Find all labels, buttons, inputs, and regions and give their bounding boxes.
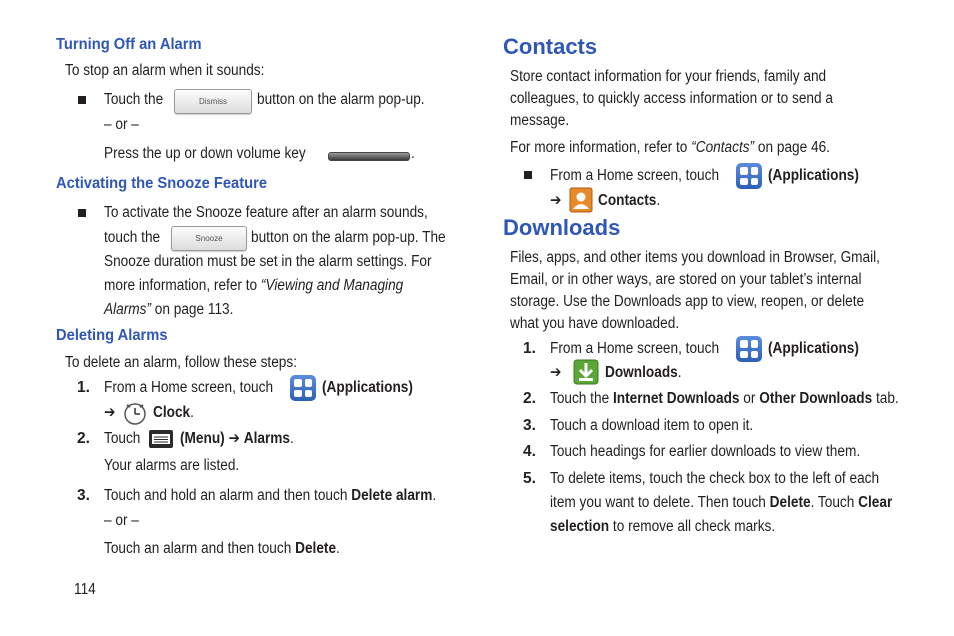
heading-snooze-feature: Activating the Snooze Feature	[56, 175, 268, 192]
downloads-applications: (Applications)	[768, 340, 859, 357]
alt-delete: Delete	[295, 540, 337, 557]
step2-menu-line	[180, 429, 294, 449]
clock-icon	[122, 400, 148, 426]
period: .	[289, 430, 294, 447]
contacts-p-line-2: colleagues, to quickly access information or to send a	[510, 90, 833, 107]
snooze-line-4	[104, 276, 403, 296]
downloads-p-line-1: Files, apps, and other items you download in Browser, Gmail,	[510, 249, 880, 266]
bullet-square	[78, 96, 86, 104]
s2-other-downloads: Other Downloads	[759, 390, 873, 407]
step-number: 1.	[77, 379, 90, 396]
downloads-p-line-4: what you have downloaded.	[510, 315, 680, 332]
heading-turning-off-alarm: Turning Off an Alarm	[56, 36, 202, 53]
press-volume-text: Press the up or down volume key	[104, 145, 306, 162]
period: .	[336, 540, 340, 557]
downloads-step3-text: Touch a download item to open it.	[550, 417, 754, 434]
dismiss-text-post: button on the alarm pop-up.	[257, 91, 425, 108]
step3-text	[104, 486, 436, 506]
s5-mid: . Touch	[810, 494, 855, 511]
s2-or: or	[743, 390, 756, 407]
or-separator: – or –	[104, 512, 139, 529]
dismiss-button[interactable]	[174, 89, 252, 114]
heading-deleting-alarms: Deleting Alarms	[56, 327, 168, 344]
s5-selection: selection	[550, 518, 610, 535]
downloads-target-line	[605, 363, 682, 383]
applications-icon	[736, 163, 762, 189]
s5-clear: Clear	[858, 494, 893, 511]
snooze-ref-pre: more information, refer to	[104, 277, 258, 294]
step-number: 1.	[523, 340, 536, 357]
s2-post: tab.	[875, 390, 899, 407]
snooze-line-1: To activate the Snooze feature after an alarm sounds,	[104, 204, 428, 221]
step-number: 2.	[77, 430, 90, 447]
applications-icon	[736, 336, 762, 362]
downloads-step5-line-1: To delete items, touch the check box to the left of each	[550, 470, 880, 487]
step-number: 2.	[523, 390, 536, 407]
applications-icon	[290, 375, 316, 401]
contacts-p-line-1: Store contact information for your friends, family and	[510, 68, 827, 85]
snooze-line-2-pre: touch the	[104, 229, 161, 246]
period: .	[190, 404, 194, 421]
step2-menu: (Menu)	[180, 430, 225, 447]
downloads-step2-text	[550, 389, 899, 409]
arrow-icon: ➔	[550, 192, 562, 209]
alt-delete-text	[104, 539, 340, 559]
press-volume-period: .	[411, 145, 415, 162]
contacts-ref-page: on page 46.	[757, 139, 830, 156]
dismiss-text-pre: Touch the	[104, 91, 164, 108]
downloads-step4-text: Touch headings for earlier downloads to view them.	[550, 443, 861, 460]
s2-pre: Touch the	[550, 390, 610, 407]
downloads-step5-line-2	[550, 493, 892, 513]
contacts-ref-pre: For more information, refer to	[510, 139, 688, 156]
step2-alarms: Alarms	[243, 430, 290, 447]
step1-text: From a Home screen, touch	[104, 379, 274, 396]
snooze-line-5	[104, 300, 233, 320]
contacts-target-line	[598, 191, 660, 211]
s5-post: to remove all check marks.	[612, 518, 776, 535]
downloads-step1-text: From a Home screen, touch	[550, 340, 720, 357]
step2-text: Touch	[104, 430, 141, 447]
arrow-icon: ➔	[550, 364, 562, 381]
turning-off-intro: To stop an alarm when it sounds:	[65, 62, 265, 79]
heading-contacts: Contacts	[503, 34, 598, 59]
downloads-step5-line-3	[550, 517, 775, 537]
contacts-ref-link[interactable]: “Contacts”	[691, 139, 755, 156]
menu-icon	[148, 429, 174, 449]
volume-key-icon	[328, 152, 410, 161]
step3-pre: Touch and hold an alarm and then touch	[104, 487, 348, 504]
alarms-listed: Your alarms are listed.	[104, 457, 240, 474]
contacts-ref-line	[510, 138, 830, 158]
page-number: 114	[74, 581, 96, 598]
contacts-step-text: From a Home screen, touch	[550, 167, 720, 184]
downloads-p-line-3: storage. Use the Downloads app to view, reopen, or delete	[510, 293, 865, 310]
step1-clock-line	[153, 403, 194, 423]
downloads-icon	[573, 359, 599, 385]
snooze-line-2-post: button on the alarm pop-up. The	[251, 229, 446, 246]
downloads-p-line-2: Email, or in other ways, are stored on your tablet’s internal	[510, 271, 862, 288]
bullet-square	[78, 209, 86, 217]
s2-internet-downloads: Internet Downloads	[612, 390, 740, 407]
contacts-target: Contacts	[598, 192, 657, 209]
snooze-button-label: Snooze	[195, 234, 223, 243]
step3-delete-alarm: Delete alarm	[351, 487, 433, 504]
heading-downloads: Downloads	[503, 215, 621, 240]
s5-delete: Delete	[769, 494, 811, 511]
snooze-ref-link-cont[interactable]: Alarms”	[104, 301, 151, 318]
snooze-ref-page: on page 113.	[154, 301, 234, 318]
downloads-target: Downloads	[605, 364, 678, 381]
arrow-icon: ➔	[104, 404, 116, 421]
deleting-intro: To delete an alarm, follow these steps:	[65, 354, 298, 371]
snooze-button[interactable]	[171, 226, 247, 251]
alt-pre: Touch an alarm and then touch	[104, 540, 292, 557]
or-separator: – or –	[104, 116, 139, 133]
arrow-icon: ➔	[228, 430, 240, 447]
snooze-ref-link[interactable]: “Viewing and Managing	[260, 277, 404, 294]
contacts-p-line-3: message.	[510, 112, 570, 129]
step-number: 5.	[523, 470, 536, 487]
step-number: 4.	[523, 443, 536, 460]
contacts-applications: (Applications)	[768, 167, 859, 184]
step1-applications: (Applications)	[322, 379, 413, 396]
bullet-square	[524, 171, 532, 179]
period: .	[432, 487, 437, 504]
contacts-icon	[569, 187, 593, 213]
step-number: 3.	[77, 487, 90, 504]
step1-clock: Clock	[153, 404, 191, 421]
step-number: 3.	[523, 417, 536, 434]
snooze-line-3: Snooze duration must be set in the alarm settings. For	[104, 253, 432, 270]
period: .	[656, 192, 661, 209]
s5-pre: item you want to delete. Then touch	[550, 494, 766, 511]
dismiss-button-label: Dismiss	[199, 97, 227, 106]
period: .	[677, 364, 682, 381]
